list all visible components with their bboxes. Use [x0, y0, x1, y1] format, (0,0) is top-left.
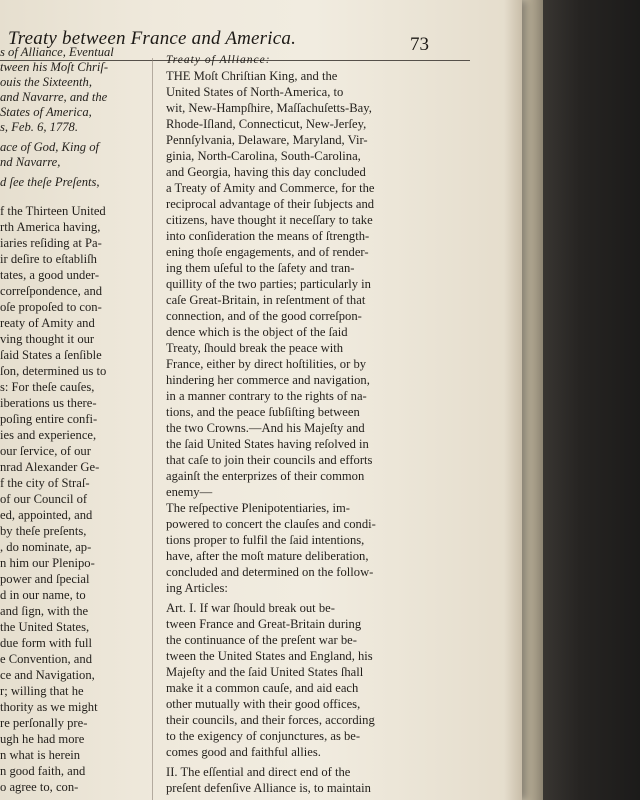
right-column-line: concluded and determined on the follow- — [166, 565, 374, 579]
left-column-line: iberations us there- — [0, 396, 97, 410]
left-column-line: s, Feb. 6, 1778. — [0, 120, 79, 134]
left-column-line: tween his Moſt Chriſ- — [0, 60, 109, 74]
left-column-line: ſaid States a ſenſible — [0, 348, 102, 362]
right-column-line: the ſaid United States having reſolved in — [166, 437, 369, 451]
right-column-line: and Georgia, having this day concluded — [166, 165, 366, 179]
section-title: Treaty of Alliance: — [166, 54, 271, 66]
left-column-line: States of America, — [0, 105, 92, 119]
right-column-line: a Treaty of Amity and Commerce, for the — [166, 181, 375, 195]
right-column-line: France, either by direct hoſtilities, or by — [166, 357, 367, 371]
right-column-line: United States of North-America, to — [166, 85, 344, 99]
left-column-line: f the city of Straſ- — [0, 476, 90, 490]
right-column-line: tween France and Great-Britain during — [166, 617, 362, 631]
right-column-line: enemy— — [166, 485, 213, 499]
left-column-line: ace of God, King of — [0, 140, 99, 154]
right-column-line: wit, New-Hampſhire, Maſſachuſetts-Bay, — [166, 101, 372, 115]
right-column-line: comes good and faithful allies. — [166, 745, 321, 759]
left-column-line: n good faith, and — [0, 764, 86, 778]
left-column-line: rth America having, — [0, 220, 101, 234]
left-column-line: ir deſire to eſtabliſh — [0, 252, 97, 266]
right-column-line: quillity of the two parties; particularly in — [166, 277, 371, 291]
left-column-line: d ſee theſe Preſents, — [0, 175, 100, 189]
right-column-line: the two Crowns.—And his Majeſty and — [166, 421, 365, 435]
right-column-line: powered to concert the clauſes and condi- — [166, 517, 376, 531]
right-column-line: that caſe to join their councils and efforts — [166, 453, 373, 467]
column-divider — [152, 58, 153, 800]
left-column-line: power and ſpecial — [0, 572, 90, 586]
right-column-line: to the exigency of conjunctures, as be- — [166, 729, 361, 743]
right-column-line: ening thoſe engagements, and of render- — [166, 245, 369, 259]
left-column-line: correſpondence, and — [0, 284, 103, 298]
left-column-line: and ſign, with the — [0, 604, 89, 618]
right-column-line: THE Moſt Chriſtian King, and the — [166, 69, 338, 83]
left-column-line: ed, appointed, and — [0, 508, 93, 522]
left-column-line: reaty of Amity and — [0, 316, 95, 330]
left-column-line: s of Alliance, Eventual — [0, 45, 114, 59]
left-column-line: ies and experience, — [0, 428, 97, 442]
right-column-line: ing them uſeful to the ſafety and tran- — [166, 261, 355, 275]
left-column-line: ouis the Sixteenth, — [0, 75, 92, 89]
left-column-line: the United States, — [0, 620, 90, 634]
left-column-line: iaries reſiding at Pa- — [0, 236, 102, 250]
left-column-line: n him our Plenipo- — [0, 556, 95, 570]
left-column-line: of our Council of — [0, 492, 88, 506]
left-column-line: poſing entire confi- — [0, 412, 98, 426]
left-column-line: nd Navarre, — [0, 155, 61, 169]
right-column-line: into conſideration the means of ſtrength- — [166, 229, 370, 243]
left-column-line: o agree to, con- — [0, 780, 79, 794]
right-column-line: caſe Great-Britain, in reſentment of that — [166, 293, 366, 307]
right-column-line: II. The eſſential and direct end of the — [166, 765, 351, 779]
left-column-line: and Navarre, and the — [0, 90, 108, 104]
dark-background — [540, 0, 640, 800]
right-column-line: Treaty, ſhould break the peace with — [166, 341, 344, 355]
left-column-line: re perſonally pre- — [0, 716, 88, 730]
right-column-line: their councils, and their forces, according — [166, 713, 375, 727]
running-head: Treaty between France and America. — [8, 28, 297, 49]
left-column-line: our ſervice, of our — [0, 444, 91, 458]
left-column-line: thority as we might — [0, 700, 98, 714]
right-column-line: Art. I. If war ſhould break out be- — [166, 601, 335, 615]
left-column-line: ſon, determined us to — [0, 364, 107, 378]
right-column-line: tween the United States and England, his — [166, 649, 373, 663]
right-column-line: have, after the moſt mature deliberation, — [166, 549, 369, 563]
page-number: 73 — [410, 34, 429, 55]
right-column-line: citizens, have thought it neceſſary to take — [166, 213, 373, 227]
right-column-line: Pennſylvania, Delaware, Maryland, Vir- — [166, 133, 368, 147]
left-column-line: ugh he had more — [0, 732, 85, 746]
right-column-line: ing Articles: — [166, 581, 228, 595]
page-edge — [519, 0, 543, 800]
right-column-line: tions proper to fulfil the ſaid intentions, — [166, 533, 365, 547]
right-column-line: preſent defenſive Alliance is, to maintain — [166, 781, 371, 795]
left-column-line: n what is herein — [0, 748, 81, 762]
left-column-line: d in our name, to — [0, 588, 86, 602]
right-column-line: make it a common cauſe, and aid each — [166, 681, 359, 695]
right-column-line: dence which is the object of the ſaid — [166, 325, 348, 339]
left-column-line: s: For theſe cauſes, — [0, 380, 95, 394]
right-column-line: other mutually with their good offices, — [166, 697, 361, 711]
left-column-line: ving thought it our — [0, 332, 95, 346]
right-column-line: in a manner contrary to the rights of na- — [166, 389, 367, 403]
left-column-line: by theſe preſents, — [0, 524, 87, 538]
right-column-line: hindering her commerce and navigation, — [166, 373, 370, 387]
left-column-line: oſe propoſed to con- — [0, 300, 102, 314]
right-column-line: connection, and of the good correſpon- — [166, 309, 362, 323]
left-column-line: e Convention, and — [0, 652, 92, 666]
left-column-line: ce and Navigation, — [0, 668, 95, 682]
right-column-line: Majeſty and the ſaid United States ſhall — [166, 665, 364, 679]
left-column-line: nrad Alexander Ge- — [0, 460, 100, 474]
right-column-line: againſt the enterprizes of their common — [166, 469, 365, 483]
left-column-line: , do nominate, ap- — [0, 540, 92, 554]
right-column-line: the continuance of the preſent war be- — [166, 633, 357, 647]
right-column-line: reciprocal advantage of their ſubjects and — [166, 197, 375, 211]
right-column-line: ginia, North-Carolina, South-Carolina, — [166, 149, 361, 163]
right-column-line: The reſpective Plenipotentiaries, im- — [166, 501, 350, 515]
left-column-line: r; willing that he — [0, 684, 84, 698]
left-column-line: tates, a good under- — [0, 268, 100, 282]
left-column-line: due form with full — [0, 636, 92, 650]
right-column-line: tions, and the peace ſubſiſting between — [166, 405, 360, 419]
left-column-line: f the Thirteen United — [0, 204, 106, 218]
right-column-line: Rhode-Iſland, Connecticut, New-Jerſey, — [166, 117, 367, 131]
